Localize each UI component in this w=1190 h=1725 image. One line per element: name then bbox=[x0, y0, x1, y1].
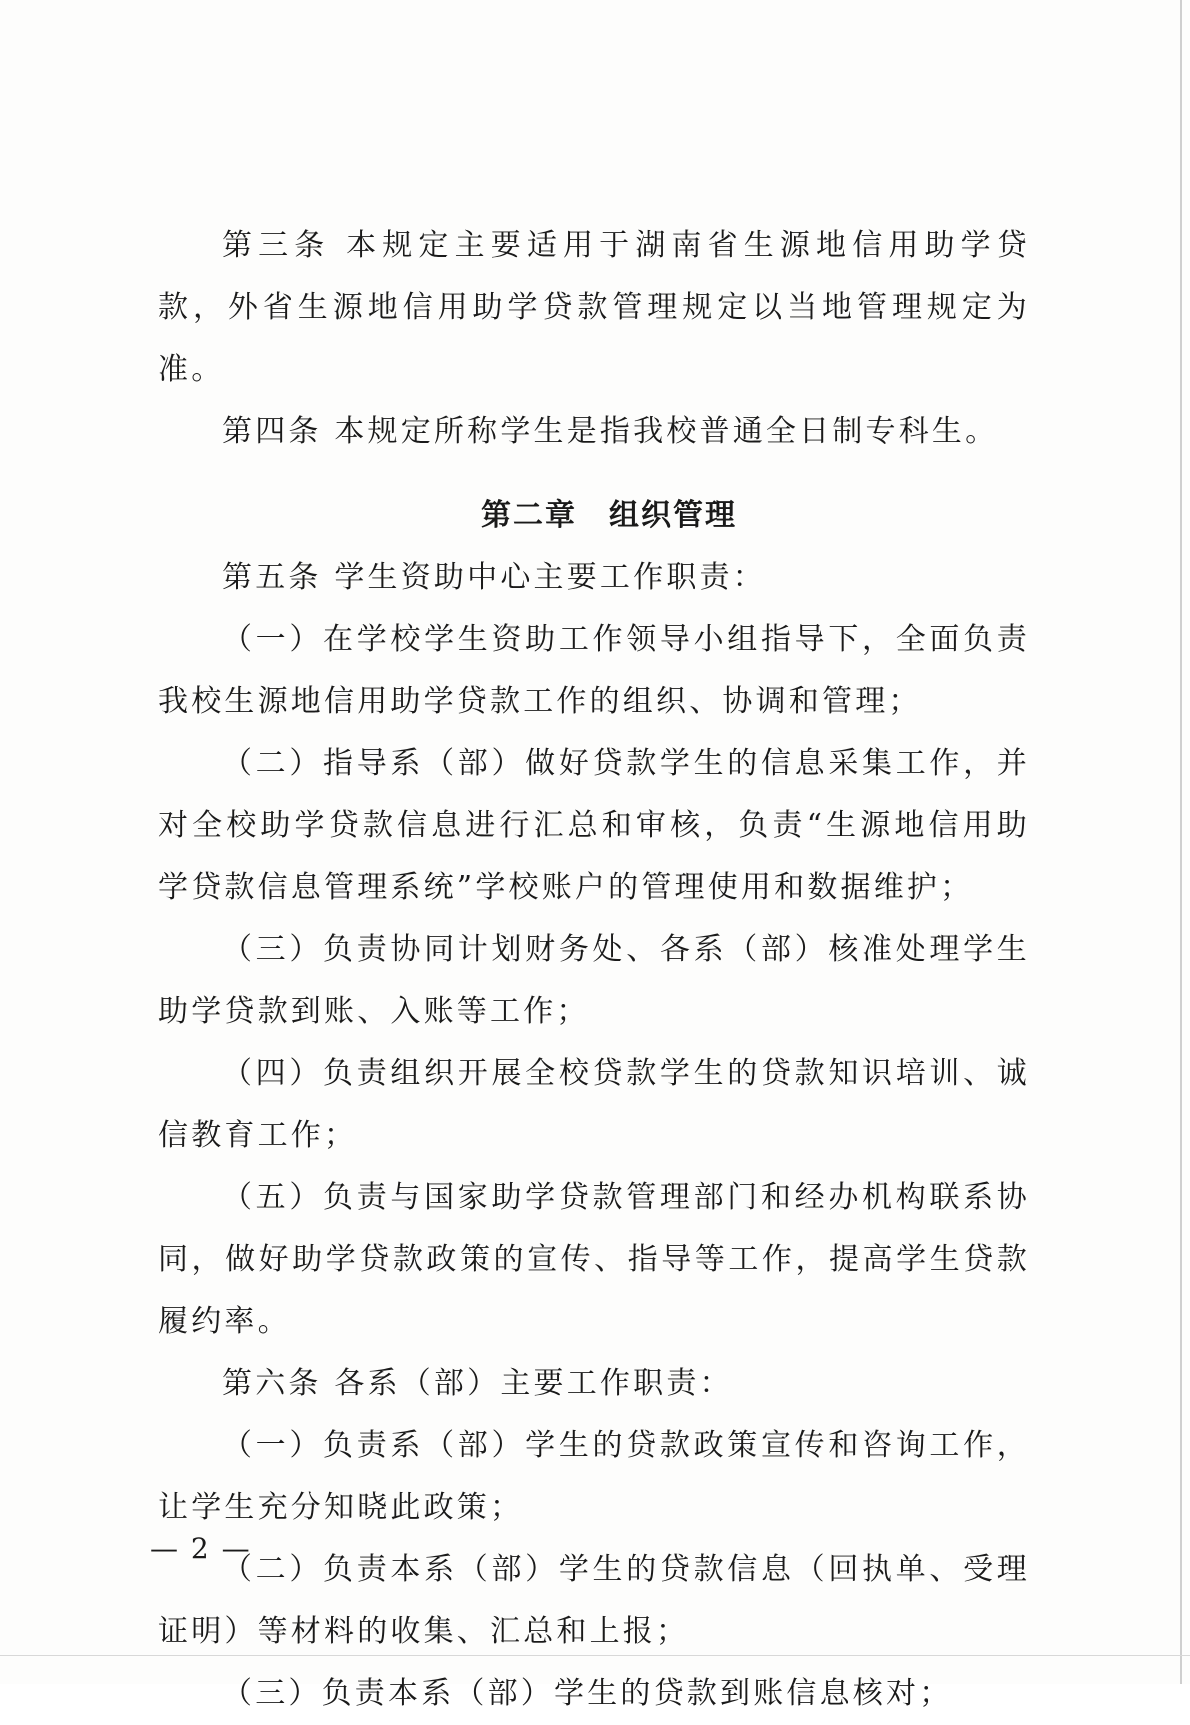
article-5-item-4: （四）负责组织开展全校贷款学生的贷款知识培训、诚信教育工作； bbox=[158, 1056, 1030, 1153]
article-5-item-3: （三）负责协同计划财务处、各系（部）核准处理学生助学贷款到账、入账等工作； bbox=[158, 932, 1030, 1029]
document-body bbox=[158, 215, 1030, 1725]
article-5-item-1: （一）在学校学生资助工作领导小组指导下，全面负责我校生源地信用助学贷款工作的组织、协调和管理； bbox=[158, 622, 1030, 719]
article-6: 第六条 各系（部）主要工作职责： bbox=[222, 1366, 733, 1401]
page-edge-shadow bbox=[1180, 0, 1182, 1684]
article-3: 第三条 本规定主要适用于湖南省生源地信用助学贷款，外省生源地信用助学贷款管理规定以当地管理规定为准。 bbox=[158, 228, 1030, 387]
article-4: 第四条 本规定所称学生是指我校普通全日制专科生。 bbox=[222, 414, 999, 449]
article-5-item-2: （二）指导系（部）做好贷款学生的信息采集工作，并对全校助学贷款信息进行汇总和审核，负责“生源地信用助学贷款信息管理系统”学校账户的管理使用和数据维护； bbox=[158, 746, 1030, 905]
article-6-item-3: （三）负责本系（部）学生的贷款到账信息核对； bbox=[222, 1676, 953, 1711]
article-5: 第五条 学生资助中心主要工作职责： bbox=[222, 560, 766, 595]
page-number: — 2 — bbox=[150, 1532, 252, 1565]
article-6-item-1: （一）负责系（部）学生的贷款政策宣传和咨询工作，让学生充分知晓此政策； bbox=[158, 1428, 1030, 1525]
article-5-item-5: （五）负责与国家助学贷款管理部门和经办机构联系协同，做好助学贷款政策的宣传、指导等工作，提高学生贷款履约率。 bbox=[158, 1180, 1030, 1339]
chapter-title: 第二章 组织管理 bbox=[481, 498, 737, 533]
article-6-item-2: （二）负责本系（部）学生的贷款信息（回执单、受理证明）等材料的收集、汇总和上报； bbox=[158, 1552, 1030, 1649]
